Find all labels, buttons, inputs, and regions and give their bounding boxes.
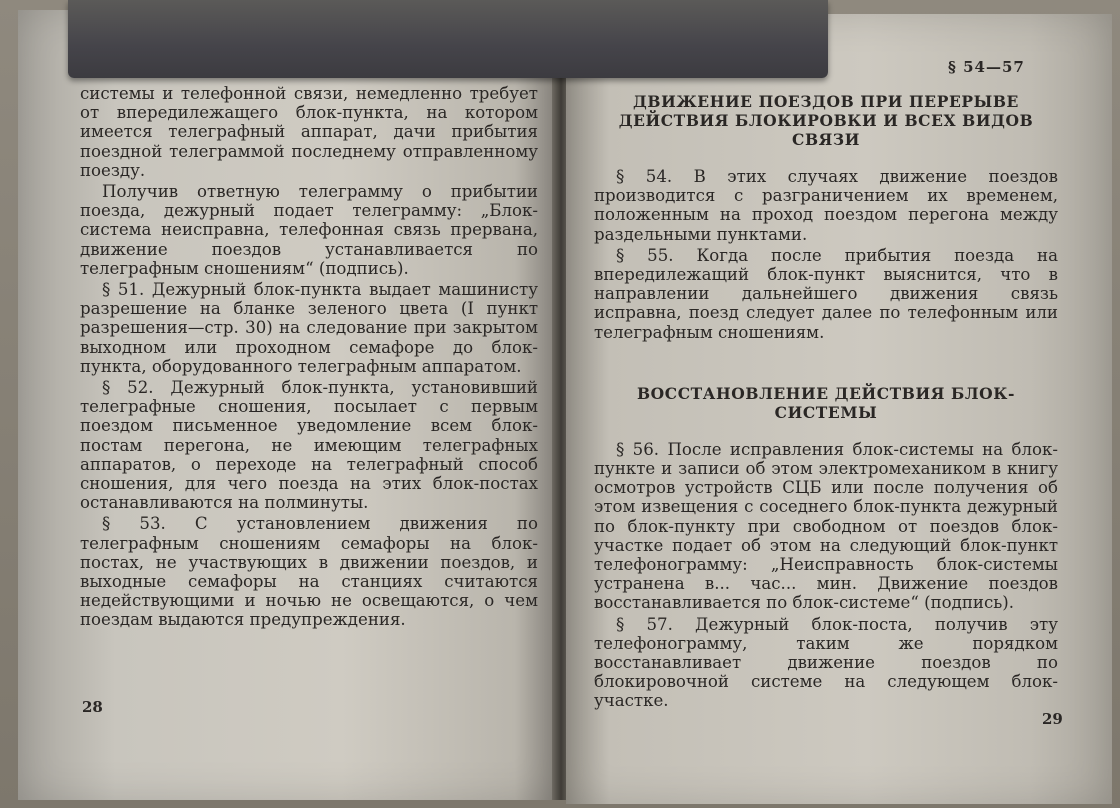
right-page-body <box>594 78 1058 713</box>
left-page-number: 28 <box>82 698 103 716</box>
paragraph: § 52. Дежурный блок-пункта, установивший телеграфные сношения, посылает с первым поездом письменное уведомление всем блок-постам перегона, не имеющим телеграфных аппаратов, о переходе на телеграфный способ сношения, для чего поезда на этих блок-постах останавливаются на полминуты. <box>80 378 538 513</box>
section-title: ВОССТАНОВЛЕНИЕ ДЕЙСТВИЯ БЛОК-СИСТЕМЫ <box>636 383 1015 422</box>
right-page <box>566 14 1112 804</box>
paragraph: § 55. Когда после прибытия поезда на впередилежащий блок-пункт выяснится, что в направлении дальнейшего движения связь исправна, поезд следует далее по телефонным или телеграфным сношениям. <box>594 245 1058 342</box>
paragraph: § 51. Дежурный блок-пункта выдает машинисту разрешение на бланке зеленого цвета (I пункт разрешения—стр. 30) на следование при закрытом выходном или проходном семафоре до блок-пункта, оборудованного телеграфным аппаратом. <box>80 280 538 376</box>
paragraph: системы и телефонной связи, немедленно требует от впередилежащего блок-пункта, на котором имеется телеграфный аппарат, дачи прибытия поездной телеграммой последнему отправленному поезду. <box>80 84 538 180</box>
paragraph: § 53. С установлением движения по телеграфным сношениям семафоры на блок-постах, не участвующих в движении поездов, и выходные семафоры на станциях считаются недействующими и ночью не освещаются, о чем поездам выдаются предупреждения. <box>80 514 538 630</box>
left-page-body <box>80 84 538 632</box>
bookmark-ribbon <box>68 0 828 78</box>
right-page-header: § 54—57 <box>948 58 1025 76</box>
paragraph: § 56. После исправления блок-системы на блок-пункте и записи об этом электромехаником в книгу осмотров устройств СЦБ или после получения об этом извещения с соседнего блок-пункта дежурный по блок-пункту при свободном от поездов блок-участке подает об этом на следующий блок-пункт телефонограмму: „Неисправность блок-системы устранена в... час... мин. Движение поездов восстанавливается по блок-системе“ (подпись). <box>594 439 1058 613</box>
left-page <box>18 10 558 800</box>
paragraph: Получив ответную телеграмму о прибытии поезда, дежурный подает телеграмму: „Блок-система неисправна, телефонная связь прервана, движение поездов устанавливается по телеграфным сношениям“ (подпись). <box>80 182 538 278</box>
right-page-number: 29 <box>1042 710 1063 728</box>
section-title: ДВИЖЕНИЕ ПОЕЗДОВ ПРИ ПЕРЕРЫВЕ ДЕЙСТВИЯ БЛОКИРОВКИ И ВСЕХ ВИДОВ СВЯЗИ <box>618 92 1034 149</box>
paragraph: § 57. Дежурный блок-поста, получив эту телефонограмму, таким же порядком восстанавливает движение поездов по блокировочной системе на следующем блок-участке. <box>594 614 1058 711</box>
paragraph: § 54. В этих случаях движение поездов производится с разграничением их временем, положенным на проход поездом перегона между раздельными пунктами. <box>594 167 1058 244</box>
